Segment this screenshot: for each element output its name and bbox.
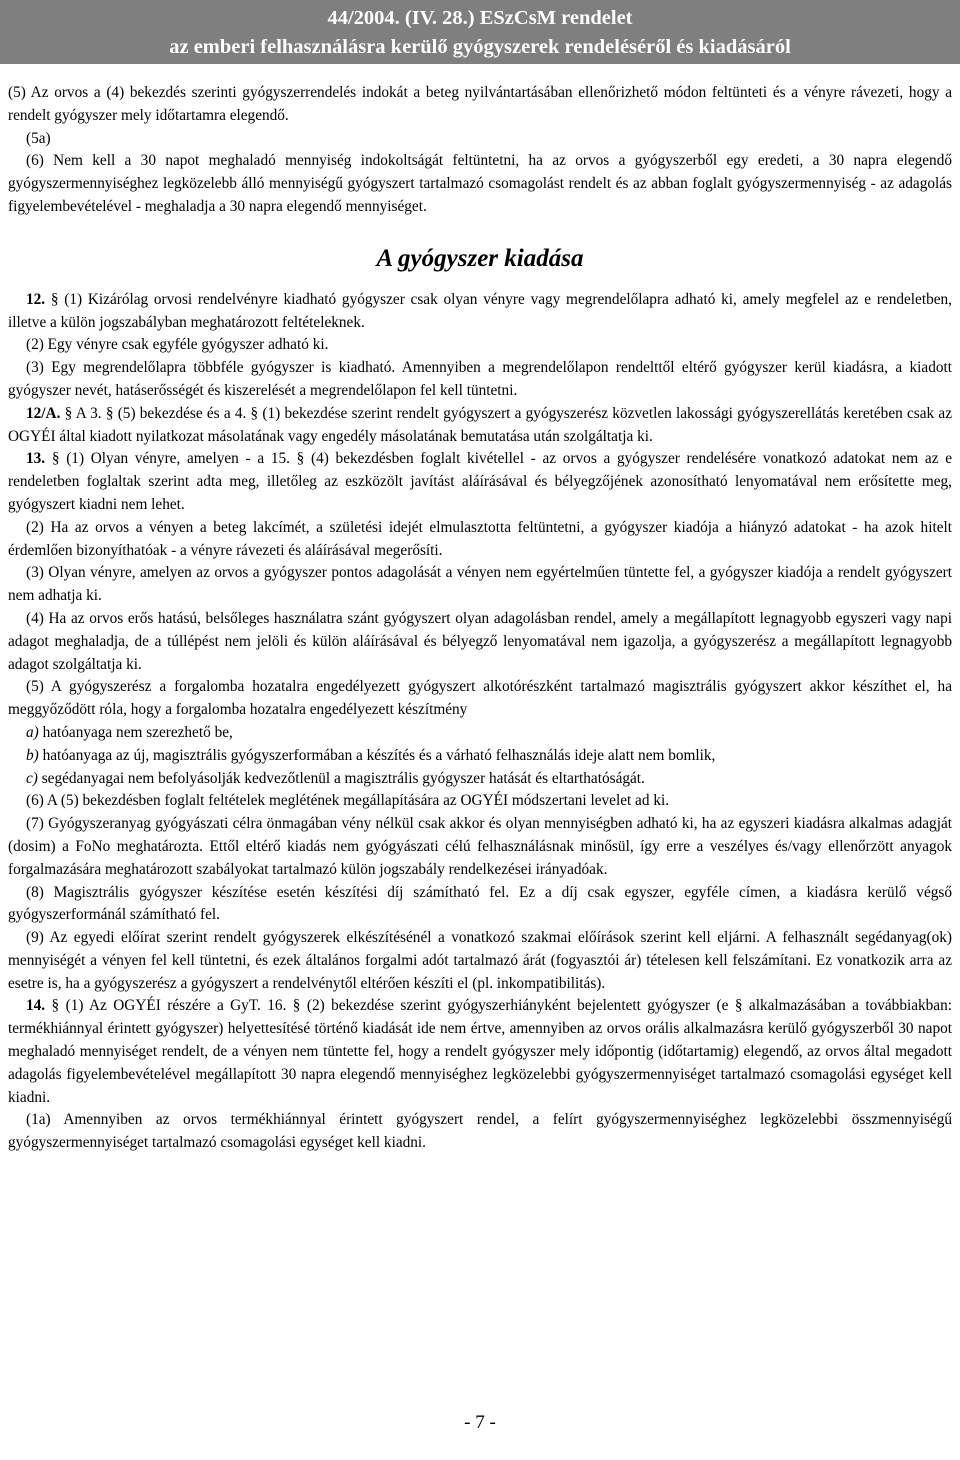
section-13-para-4: (4) Ha az orvos erős hatású, belsőleges használatra szánt gyógyszert olyan adagolásban rendel, amely a megállapított legnagyobb egyszeri vagy napi adagot meghaladja, de a túllépést nem jelöli és külön aláírásával és bélyegző lenyomatával nem igazolja, a gyógyszerész a megállapított legnagyobb adagot szolgáltatja ki.	[8, 609, 952, 673]
point-a-text: hatóanyaga nem szerezhető be,	[38, 723, 233, 741]
section-13-para-2: (2) Ha az orvos a vényen a beteg lakcímét, a születési idejét elmulasztotta feltüntetni, a gyógyszer kiadója a hiányzó adatokat - ha azok hitelt érdemlően bizonyíthatóak - a vényre rávezeti és aláírásával megerősíti.	[8, 518, 952, 559]
page-number: - 7 -	[464, 1412, 496, 1433]
section-12a-number: 12/A.	[26, 404, 61, 422]
document-header	[0, 0, 960, 64]
section-13-para-9: (9) Az egyedi előírat szerint rendelt gyógyszerek elkészítésénél a vonatkozó szakmai előírások szerint kell eljárni. A felhasznált segédanyag(ok) mennyiségét a vényen fel kell tüntetni, és ezek általános forgalmi adót tartalmazó árát (fogyasztói ár) tételesen kell felszámítani. Ez vonatkozik arra az esetre is, ha a gyógyszerész a gyógyszert a rendelvénytől eltérően készíti el (pl. inkompatibilitás).	[8, 929, 952, 992]
header-title: 44/2004. (IV. 28.) ESzCsM rendelet	[327, 7, 633, 29]
section-13-text: § (1) Olyan vényre, amelyen - a 15. § (4) bekezdésben foglalt kivétellel - az orvos a gyógyszer rendelésére vonatkozó adatokat nem az e rendeletben foglaltak szerint adta meg, illetőleg az eszközölt javítást aláírásával és bélyegzőjének azonosítható lenyomatával nem erősítette meg, gyógyszert kiadni nem lehet.	[8, 450, 952, 513]
section-12a-text: § A 3. § (5) bekezdése és a 4. § (1) bekezdése szerint rendelt gyógyszert a gyógyszerész közvetlen lakossági gyógyszerellátás keretében csak az OGYÉI által kiadott nyilatkozat másolatának vagy engedély másolatának bemutatása után szolgáltatja ki.	[8, 404, 952, 445]
section-12-para-3: (3) Egy megrendelőlapra többféle gyógyszer is kiadható. Amennyiben a megrendelőlapon rendelttől eltérő gyógyszer kerül kiadásra, a kiadott gyógyszer nevét, hatáserősségét és kiszerelését a megrendelőlapon fel kell tüntetni.	[8, 359, 952, 399]
paragraph-6: (6) Nem kell a 30 napot meghaladó mennyiség indokoltságát feltüntetni, ha az orvos a gyógyszerből egy eredeti, a 30 napra elegendő gyógyszermennyiséghez legközelebb álló mennyiségű gyógyszert tartalmazó csomagolást rendelt és az abban foglalt gyógyszermennyiség - az adagolás figyelembevételével - meghaladja a 30 napra elegendő mennyiséget.	[8, 152, 952, 215]
section-14-text: § (1) Az OGYÉI részére a GyT. 16. § (2) bekezdése szerint gyógyszerhiányként bejelentett gyógyszer (e § alkalmazásában a továbbiakban: termékhiánnyal érintett gyógyszer) helyettesítésé történő kiadását ide nem értve, amennyiben az orvos orális alkalmazásra kerülő gyógyszerből 30 napot meghaladó mennyiséget rendelt, de a vényen nem tüntette fel, hogy a rendelt gyógyszer mely időpontig (időtartamig) elegendő, az orvos által megadott adagolás figyelembevételével megállapított 30 napra elegendő mennyiséghez legközelebbi gyógyszermennyiséget tartalmazó csomagolási egységet kell kiadni.	[8, 997, 952, 1106]
section-13-number: 13.	[26, 450, 46, 468]
section-13-point-a	[8, 722, 952, 745]
section-14-para-1a: (1a) Amennyiben az orvos termékhiánnyal érintett gyógyszert rendel, a felírt gyógyszermennyiséghez legközelebbi összmennyiségű gyógyszermennyiséget tartalmazó csomagolási egységet kell kiadni.	[8, 1111, 952, 1152]
paragraph-5: (5) Az orvos a (4) bekezdés szerinti gyógyszerrendelés indokát a beteg nyilvántartásában ellenőrizhető módon feltünteti és a vényre rávezeti, hogy a rendelt gyógyszer mely időtartamra elegendő.	[8, 84, 952, 124]
section-14-number: 14.	[26, 997, 46, 1015]
point-b-text: hatóanyaga az új, magisztrális gyógyszerformában a készítés és a várható felhasználás ideje alatt nem bomlik,	[38, 746, 716, 764]
section-13-para-5: (5) A gyógyszerész a forgalomba hozatalra engedélyezett gyógyszert alkotórészként tartalmazó magisztrális gyógyszert akkor készíthet el, ha meggyőződött róla, hogy a forgalomba hozatalra engedélyezett készítmény	[8, 678, 952, 719]
document-body	[8, 82, 952, 1155]
paragraph-5a: (5a)	[26, 129, 51, 147]
point-c-letter: c)	[26, 769, 38, 787]
point-c-text: segédanyagai nem befolyásolják kedvezőtlenül a magisztrális gyógyszer hatását és eltarthatóságát.	[37, 769, 645, 787]
section-12a-para	[8, 403, 952, 449]
section-13-para-1	[8, 448, 952, 516]
point-b-letter: b)	[26, 746, 39, 764]
section-13-para-7: (7) Gyógyszeranyag gyógyászati célra önmagában vény nélkül csak akkor és olyan mennyiségben adható ki, ha az egyszeri kiadásra alkalmas adagját (dosim) a FoNo meghatározta. Ettől eltérő kiadás nem gyógyászati célú felhasználásnak minősül, így erre a veszélyes és/vagy ellenőrzött anyagok forgalmazására meghatározott szabályokat tartalmazó külön jogszabály rendelkezései irányadóak.	[8, 815, 952, 878]
section-13-para-3: (3) Olyan vényre, amelyen az orvos a gyógyszer pontos adagolását a vényen nem egyértelműen tüntette fel, a gyógyszer kiadója a rendelt gyógyszert nem adhatja ki.	[8, 564, 952, 605]
section-12-number: 12.	[26, 290, 46, 308]
section-12-para-1	[8, 289, 952, 335]
section-12-text: § (1) Kizárólag orvosi rendelvényre kiadható gyógyszer csak olyan vényre vagy megrendelőlapra adható ki, amely megfelel az e rendeletben, illetve a külön jogszabályban meghatározott feltételeknek.	[8, 290, 952, 331]
section-13-point-c	[8, 768, 952, 791]
section-title: A gyógyszer kiadása	[376, 244, 584, 272]
point-a-letter: a)	[26, 723, 39, 741]
section-13-point-b	[8, 745, 952, 768]
header-subtitle: az emberi felhasználásra kerülő gyógyszerek rendeléséről és kiadásáról	[169, 36, 791, 58]
section-14-para-1	[8, 995, 952, 1109]
section-13-para-6: (6) A (5) bekezdésben foglalt feltételek meglétének megállapítására az OGYÉI módszertani levelet ad ki.	[26, 792, 670, 810]
section-13-para-8: (8) Magisztrális gyógyszer készítése esetén készítési díj számítható fel. Ez a díj csak egyszer, egyféle címen, a kiadásra kerülő végső gyógyszerformánál számítható fel.	[8, 883, 952, 924]
section-12-para-2: (2) Egy vényre csak egyféle gyógyszer adható ki.	[26, 336, 329, 354]
